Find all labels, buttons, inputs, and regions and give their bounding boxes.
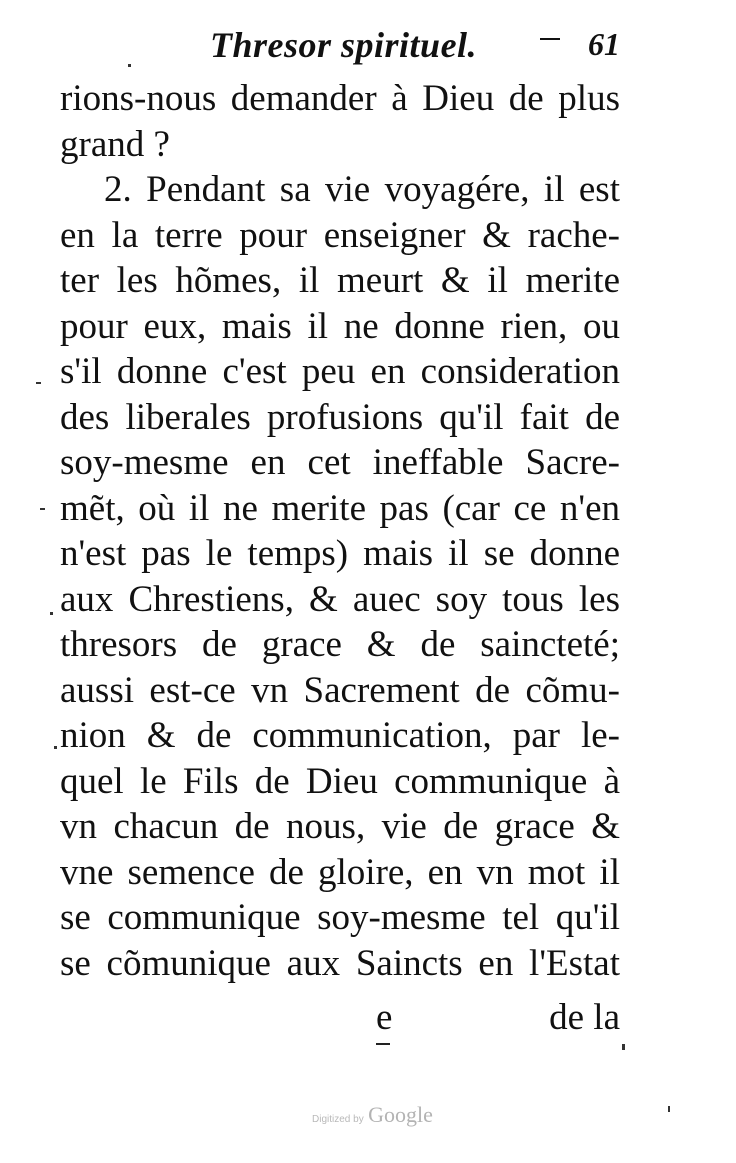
text-line: vne semence de gloire, en vn mot il: [60, 851, 620, 893]
page-number: 61: [588, 26, 620, 62]
catchword: de la: [549, 997, 620, 1038]
text-line: s'il donne c'est peu en consideration: [60, 351, 620, 392]
ink-speck: [50, 612, 53, 615]
text-line: mẽt, où il ne merite pas (car ce n'en: [60, 487, 620, 529]
text-line: n'est pas le temps) mais il se donne: [60, 533, 620, 574]
text-line: en la terre pour enseigner & rache-: [60, 214, 620, 256]
text-line: se communique soy-mesme tel qu'il: [60, 897, 620, 938]
watermark-prefix: Digitized by: [312, 1114, 364, 1125]
page-header: [60, 24, 620, 74]
ink-speck: [622, 1044, 625, 1050]
header-dash-mark: [540, 38, 560, 40]
text-line: vn chacun de nous, vie de grace &: [60, 806, 620, 847]
page-footer: [60, 996, 620, 1042]
text-line: ter les hõmes, il meurt & il merite: [60, 260, 620, 301]
text-line: soy-mesme en cet ineffable Sacre-: [60, 442, 620, 483]
text-line: aux Chrestiens, & auec soy tous les: [60, 578, 620, 620]
text-line: quel le Fils de Dieu communique à: [60, 760, 620, 802]
ink-speck: [40, 508, 45, 510]
text-line: se cõmunique aux Saincts en l'Estat: [60, 942, 620, 984]
body-text: [60, 76, 620, 986]
text-line: des liberales profusions qu'il fait de: [60, 396, 620, 438]
ink-speck: [54, 746, 57, 749]
digitized-watermark: [312, 1102, 433, 1128]
text-line: nion & de communication, par le-: [60, 715, 620, 756]
watermark-brand: Google: [368, 1102, 433, 1127]
text-line: rions-nous demander à Dieu de plus: [60, 78, 620, 119]
text-line: aussi est-ce vn Sacrement de cõmu-: [60, 669, 620, 711]
text-line: 2. Pendant sa vie voyagére, il est: [104, 169, 620, 210]
text-line: thresors de grace & de saincteté;: [60, 624, 620, 665]
signature-mark: e: [376, 997, 393, 1038]
ink-speck: [668, 1106, 670, 1112]
signature-dash-mark: [376, 1043, 390, 1045]
ink-speck: [128, 64, 131, 67]
text-line: grand ?: [60, 123, 170, 165]
ink-speck: [36, 382, 41, 384]
text-line: pour eux, mais il ne donne rien, ou: [60, 305, 620, 347]
running-title: Thresor spirituel.: [210, 25, 478, 65]
